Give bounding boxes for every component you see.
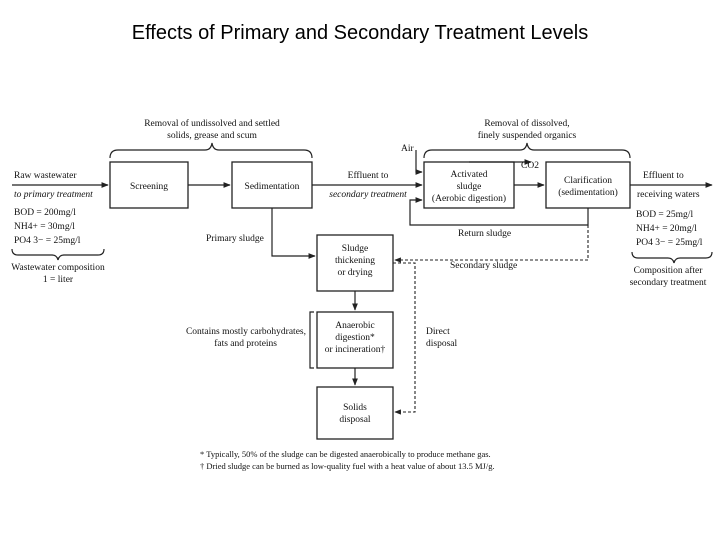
anaerobic-label-2: digestion* <box>335 333 375 343</box>
activated-label-2: sludge <box>456 182 482 192</box>
activated-label-3: (Aerobic digestion) <box>431 194 507 204</box>
secondary-sludge-label: Secondary sludge <box>450 261 518 271</box>
inflow-label-1: Raw wastewater <box>14 171 77 181</box>
sedimentation-label: Sedimentation <box>244 182 300 192</box>
anaerobic-label-1: Anaerobic <box>335 321 375 331</box>
thickening-label-3: or drying <box>337 268 373 278</box>
primary-sludge-line <box>272 208 315 256</box>
primary-brace-label-1: Removal of undissolved and settled <box>144 119 280 129</box>
clarification-label-1: Clarification <box>563 176 613 186</box>
co2-label: CO2 <box>521 161 539 171</box>
direct-disposal-label-2: disposal <box>426 339 458 349</box>
secondary-brace <box>424 143 630 158</box>
secondary-brace-label-1: Removal of dissolved, <box>484 119 570 129</box>
anaerobic-label-3: or incineration† <box>324 345 386 355</box>
air-line <box>416 150 422 172</box>
inflow-label-2: to primary treatment <box>14 190 93 200</box>
disposal-label-2: disposal <box>339 415 371 425</box>
secondary-brace-label-2: finely suspended organics <box>477 131 577 141</box>
raw-composition-brace <box>12 249 104 260</box>
raw-caption-2: 1 = liter <box>42 275 74 285</box>
footnote-1: * Typically, 50% of the sludge can be digested anaerobically to produce methane gas. <box>200 449 491 459</box>
disposal-label-1: Solids <box>343 403 367 413</box>
after-bod: BOD = 25mg/l <box>636 210 694 220</box>
return-sludge-label: Return sludge <box>458 229 512 239</box>
disposal-box <box>317 387 393 439</box>
effluent-receiving-2: receiving waters <box>637 190 700 200</box>
direct-disposal-line <box>393 263 415 412</box>
primary-brace <box>110 143 312 158</box>
raw-caption-1: Wastewater composition <box>11 263 105 273</box>
raw-bod: BOD = 200mg/l <box>14 208 76 218</box>
screening-label: Screening <box>130 182 168 192</box>
after-po4: PO4 3− = 25mg/l <box>636 238 703 248</box>
footnote-2: † Dried sludge can be burned as low-quality fuel with a heat value of about 13.5 MJ/g. <box>200 461 495 471</box>
contains-label-2: fats and proteins <box>214 339 277 349</box>
after-caption-2: secondary treatment <box>629 278 707 288</box>
raw-po4: PO4 3− = 25mg/l <box>14 236 81 246</box>
effluent-secondary-1: Effluent to <box>347 171 389 181</box>
page-title: Effects of Primary and Secondary Treatment Levels <box>131 22 589 44</box>
air-label: Air <box>401 144 414 154</box>
after-nh4: NH4+ = 20mg/l <box>636 224 697 234</box>
clarification-label-2: (sedimentation) <box>558 188 618 198</box>
thickening-label-2: thickening <box>334 256 376 266</box>
after-caption-1: Composition after <box>633 266 703 276</box>
raw-nh4: NH4+ = 30mg/l <box>14 222 75 232</box>
after-composition-brace <box>632 252 712 263</box>
thickening-label-1: Sludge <box>341 244 369 254</box>
activated-label-1: Activated <box>450 170 488 180</box>
effluent-secondary-2: secondary treatment <box>329 190 407 200</box>
primary-sludge-label: Primary sludge <box>206 234 264 244</box>
primary-brace-label-2: solids, grease and scum <box>167 131 257 141</box>
direct-disposal-label-1: Direct <box>426 327 450 337</box>
contains-label-1: Contains mostly carbohydrates, <box>185 327 306 337</box>
contains-bracket <box>310 312 314 368</box>
effluent-receiving-1: Effluent to <box>643 171 684 181</box>
